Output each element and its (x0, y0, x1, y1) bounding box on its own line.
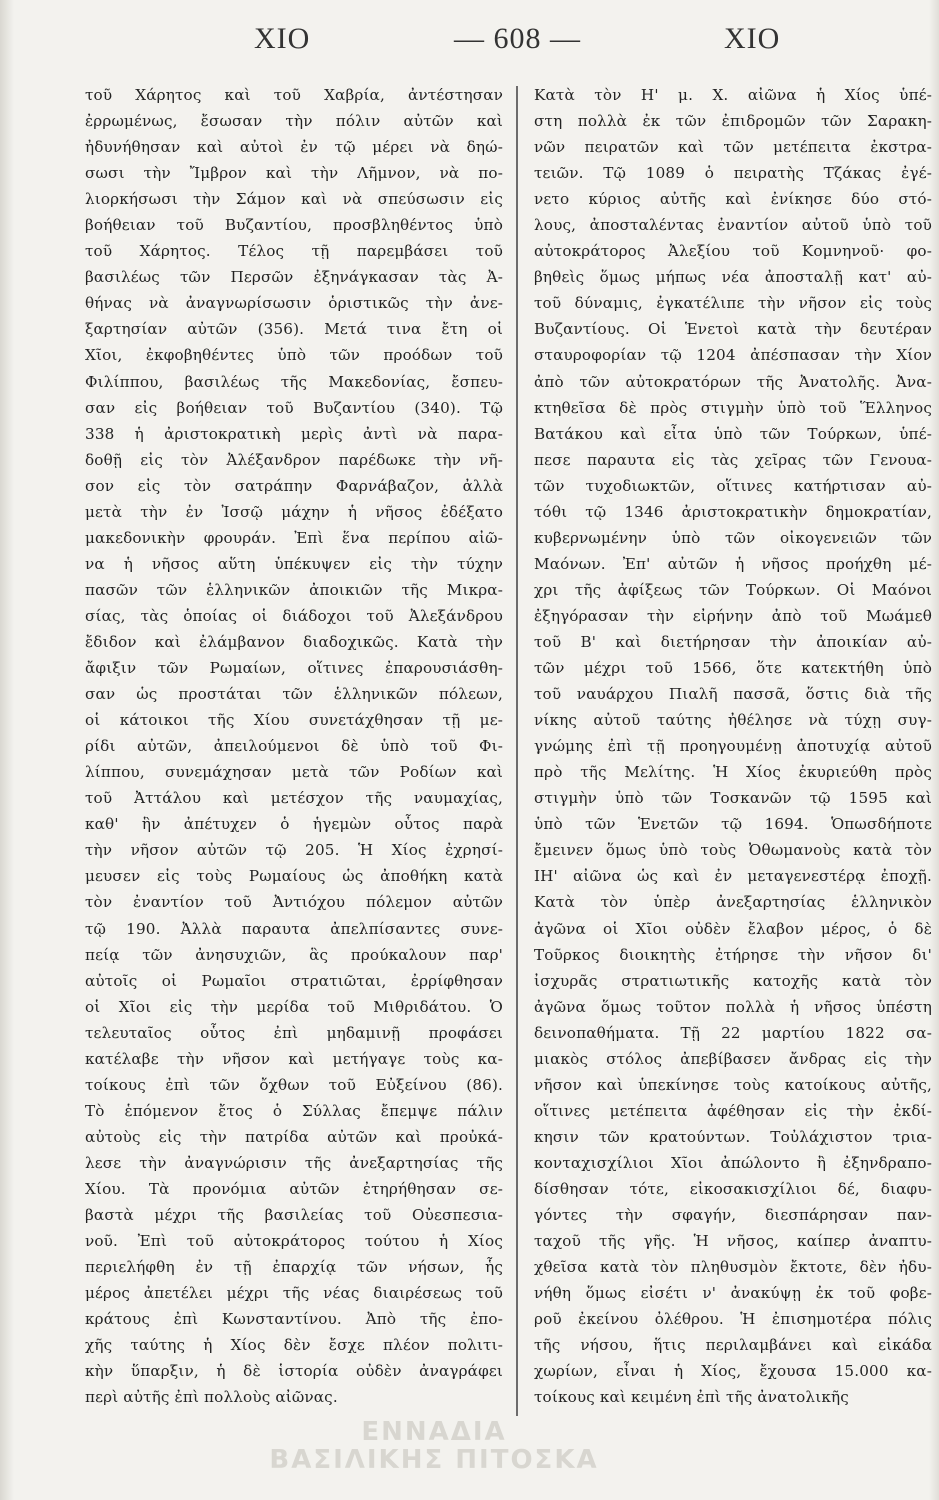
text-line: δίσθησαν τότε, εἰκοσακισχίλιοι δέ, διαφυ- (534, 1179, 932, 1198)
text-line: σαν ὡς προστάται τῶν ἑλληνικῶν πόλεων, (85, 685, 503, 704)
text-line: ἰσχυρᾶς στρατιωτικῆς κατοχῆς κατὰ τὸν (534, 971, 932, 990)
text-line: χῆς ταύτης ἡ Χίος δὲν ἔσχε πλέον πολιτι- (85, 1336, 503, 1355)
left-text-column (85, 82, 503, 1410)
header-right-title: ΧΙΟ (724, 22, 781, 55)
text-line: βηθεὶς ὅμως μήπως νέα ἀποσταλῇ κατ' αὐ- (534, 268, 932, 287)
text-line: χρι τῆς ἀφίξεως τῶν Τούρκων. Οἱ Μαόνοι (534, 580, 932, 599)
text-line: κατέλαβε τὴν νῆσον καὶ μετήγαγε τοὺς κα- (85, 1049, 503, 1068)
library-watermark (214, 1418, 654, 1478)
text-line: χωρίων, εἶναι ἡ Χίος, ἔχουσα 15.000 κα- (534, 1362, 932, 1381)
text-line: Βυζαντίους. Οἱ Ἑνετοὶ κατὰ τὴν δευτέραν (534, 320, 932, 339)
text-line: νοῦ. Ἐπὶ τοῦ αὐτοκράτορος τούτου ἡ Χίος (85, 1232, 503, 1251)
text-line: γόντες τὴν σφαγήν, διεσπάρησαν παν- (534, 1206, 932, 1225)
text-line: νῶν πειρατῶν καὶ τῶν μετέπειτα ἐκστρα- (534, 138, 932, 157)
text-line: τὴν νῆσον αὐτῶν τῷ 205. Ἡ Χίος ἐχρησί- (85, 841, 503, 860)
text-line: οἵτινες μετέπειτα ἀφέθησαν εἰς τὴν ἐκδί- (534, 1101, 932, 1120)
text-line: καθ' ἣν ἀπέτυχεν ὁ ἡγεμὼν οὗτος παρὰ (85, 815, 503, 834)
right-text-column (534, 82, 932, 1410)
text-line: σίας, τὰς ὁποίας οἱ διάδοχοι τοῦ Ἀλεξάνδρου (85, 606, 503, 625)
text-line: ἀπὸ τῶν αὐτοκρατόρων τῆς Ἀνατολῆς. Ἀνα- (534, 372, 932, 391)
text-line: τοῦ Χάρητος καὶ τοῦ Χαβρία, ἀντέστησαν (85, 86, 503, 104)
text-line: τόθι τῷ 1346 ἀριστοκρατικὴν δημοκρατίαν, (534, 502, 932, 521)
text-line: δεινοπαθήματα. Τῇ 22 μαρτίου 1822 σα- (534, 1023, 932, 1042)
text-line: τοῦ Β' καὶ διετήρησαν τὴν ἀποικίαν αὐ- (534, 632, 932, 651)
text-line: τῶν τυχοδιωκτῶν, οἵτινες κατήρτισαν αὐ- (534, 476, 932, 495)
text-line: τῷ 190. Ἀλλὰ παραυτα ἀπελπίσαντες συνε- (85, 919, 503, 938)
text-line: ξαρτησίαν αὐτῶν (356). Μετά τινα ἔτη οἱ (85, 320, 503, 339)
text-line: κτηθεῖσα δὲ πρὸς στιγμὴν ὑπὸ τοῦ Ἕλληνος (534, 398, 932, 417)
text-line: τοῦ Ἀττάλου καὶ μετέσχον τῆς ναυμαχίας, (85, 789, 503, 808)
text-line: ροῦ ἐκείνου ὀλέθρου. Ἡ ἐπισημοτέρα πόλις (534, 1310, 932, 1329)
text-line: μευσεν εἰς τοὺς Ρωμαίους ὡς ἀποθήκη κατὰ (85, 867, 503, 886)
text-line: λιορκήσωσι τὴν Σάμον καὶ νὰ σπεύσωσιν εἰς (85, 190, 503, 209)
text-line: πρὸ τῆς Μελίτης. Ἡ Χίος ἐκυριεύθη πρὸς (534, 763, 932, 782)
text-line: σταυροφορίαν τῷ 1204 ἀπέσπασαν τὴν Χίον (534, 346, 932, 365)
watermark-line-1: ΕΝΝΑΔΙΑ (361, 1417, 507, 1447)
text-line: ἀγῶνα οἱ Χῖοι οὐδὲν ἔλαβον μέρος, ὁ δὲ (534, 919, 932, 938)
text-line: τελευταῖος οὗτος ἐπὶ μηδαμινῇ προφάσει (85, 1023, 503, 1042)
text-line: πασῶν τῶν ἑλληνικῶν ἀποικιῶν τῆς Μικρα- (85, 580, 503, 599)
text-line: τοῦ δύναμις, ἐγκατέλιπε τὴν νῆσον εἰς τοὺς (534, 294, 932, 313)
text-line: τοίκους καὶ κειμένη ἐπὶ τῆς ἀνατολικῆς (534, 1388, 849, 1407)
text-line: ἀγῶνα ὅμως τοῦτον πολλὰ ἡ νῆσος ὑπέστη (534, 997, 932, 1016)
text-line: τοίκους ἐπὶ τῶν ὄχθων τοῦ Εὐξείνου (86). (85, 1075, 503, 1094)
text-line: ρίδι αὐτῶν, ἀπειλούμενοι δὲ ὑπὸ τοῦ Φι- (85, 737, 503, 756)
text-line: τειῶν. Τῷ 1089 ὁ πειρατὴς Τζάκας ἐγέ- (534, 164, 932, 183)
text-line: Τὸ ἑπόμενον ἔτος ὁ Σύλλας ἔπεμψε πάλιν (85, 1101, 503, 1120)
text-line: τῆς νήσου, ἥτις περιλαμβάνει καὶ εἰκάδα (534, 1336, 932, 1355)
text-line: κράτους ἐπὶ Κωνσταντίνου. Ἀπὸ τῆς ἐπο- (85, 1310, 503, 1329)
text-line: λους, ἀποσταλέντας ἐναντίον αὐτοῦ ὑπὸ τοῦ (534, 216, 932, 235)
text-line: περὶ αὐτῆς ἐπὶ πολλοὺς αἰῶνας. (85, 1388, 338, 1407)
text-line: λίππου, συνεμάχησαν μετὰ τῶν Ροδίων καὶ (85, 763, 503, 782)
page-edge-shadow-left (0, 0, 14, 1500)
text-line: νῆσον καὶ ὑπεκίνησε τοὺς κατοίκους αὐτῆς, (534, 1075, 932, 1094)
text-line: Βατάκου καὶ εἶτα ὑπὸ τῶν Τούρκων, ὑπέ- (534, 424, 932, 443)
text-line: κυβερνωμένην ὑπὸ τῶν οἰκογενειῶν τῶν (534, 528, 932, 547)
text-line: τοῦ Χάρητος. Τέλος τῇ παρεμβάσει τοῦ (85, 242, 503, 261)
text-line: πείᾳ τῶν ἀνησυχιῶν, ἃς προύκαλουν παρ' (85, 945, 503, 964)
text-line: κονταχισχίλιοι Χῖοι ἀπώλοντο ἢ ἐξηνδραπο- (534, 1153, 932, 1172)
text-line: Χίου. Τὰ προνόμια αὐτῶν ἐτηρήθησαν σε- (85, 1179, 503, 1198)
text-line: ἐξηγόρασαν τὴν εἰρήνην ἀπὸ τοῦ Μωάμεθ (534, 606, 932, 625)
text-line: μέρος ἀπετέλει μέχρι τῆς νέας διαιρέσεως τοῦ (85, 1284, 503, 1303)
text-line: σον εἰς τὸν σατράπην Φαρνάβαζον, ἀλλὰ (85, 476, 503, 495)
text-line: αὐτοκράτορος Ἀλεξίου τοῦ Κομνηνοῦ· φο- (534, 242, 932, 261)
text-line: σαν εἰς βοήθειαν τοῦ Βυζαντίου (340). Τῷ (85, 398, 503, 417)
text-line: ἠδυνήθησαν καὶ αὐτοὶ ἐν τῷ μέρει νὰ δηώ- (85, 138, 503, 157)
text-line: Κατὰ τὸν ὑπὲρ ἀνεξαρτησίας ἑλληνικὸν (534, 893, 932, 912)
text-line: οἱ κάτοικοι τῆς Χίου συνετάχθησαν τῇ με- (85, 711, 503, 730)
text-line: ἔμεινεν ὅμως ὑπὸ τοὺς Ὀθωμανοὺς κατὰ τὸν (534, 841, 932, 860)
text-line: βαστὰ μέχρι τῆς βασιλείας τοῦ Οὐεσπεσια- (85, 1206, 503, 1225)
text-line: πεσε παραυτα εἰς τὰς χεῖρας τῶν Γενουα- (534, 450, 932, 469)
watermark-line-2: ΒΑΣΙΛΙΚΗΣ ΠΙΤΟΣΚΑ (269, 1445, 599, 1475)
column-divider (516, 86, 518, 1416)
text-line: τῶν μέχρι τοῦ 1566, ὅτε κατεκτήθη ὑπὸ (534, 659, 932, 678)
text-line: μακεδονικὴν φρουράν. Ἐπὶ ἕνα περίπου αἰῶ- (85, 528, 503, 547)
text-line: θήνας νὰ ἀναγνωρίσωσιν ὁριστικῶς τὴν ἀνε- (85, 294, 503, 313)
text-line: νετο κύριος αὐτῆς καὶ ἐνίκησε δύο στό- (534, 190, 932, 209)
text-line: νήθη ὅμως εἰσέτι ν' ἀνακύψῃ ἐκ τοῦ φοβε- (534, 1284, 932, 1303)
text-line: στιγμὴν ὑπὸ τῶν Τοσκανῶν τῷ 1595 καὶ (534, 789, 932, 808)
text-line: να ἡ νῆσος αὕτη ὑπέκυψεν εἰς τὴν τύχην (85, 554, 503, 573)
text-line: μετὰ τὴν ἐν Ἰσσῷ μάχην ἡ νῆσος ἐδέξατο (85, 502, 503, 521)
running-header (96, 22, 816, 62)
text-line: οἱ Χῖοι εἰς τὴν μερίδα τοῦ Μιθριδάτου. Ὁ (85, 997, 503, 1016)
text-line: Χῖοι, ἐκφοβηθέντες ὑπὸ τῶν προόδων τοῦ (85, 346, 503, 365)
text-line: νίκης αὐτοῦ ταύτης ἠθέλησε νὰ τύχῃ συγ- (534, 711, 932, 730)
text-line: Κατὰ τὸν Η' μ. Χ. αἰῶνα ἡ Χίος ὑπέ- (534, 86, 932, 104)
header-left-title: ΧΙΟ (254, 22, 311, 55)
text-line: σωσι τὴν Ἴμβρον καὶ τὴν Λῆμνον, νὰ πο- (85, 164, 503, 183)
text-line: μιακὸς στόλος ἀπεβίβασεν ἄνδρας εἰς τὴν (534, 1049, 932, 1068)
text-line: γνώμης ἐπὶ τῇ προηγουμένῃ ἀποτυχίᾳ αὐτοῦ (534, 737, 932, 756)
page-number: — 608 — (454, 22, 581, 55)
text-line: 338 ἡ ἀριστοκρατικὴ μερὶς ἀντὶ νὰ παρα- (85, 424, 503, 443)
text-line: στη πολλὰ ἐκ τῶν ἐπιδρομῶν τῶν Σαρακη- (534, 112, 932, 131)
text-line: ἐρρωμένως, ἔσωσαν τὴν πόλιν αὐτῶν καὶ (85, 112, 503, 131)
text-line: αὐτοῖς οἱ Ρωμαῖοι στρατιῶται, ἐρρίφθησαν (85, 971, 503, 990)
text-line: βασιλέως τῶν Περσῶν ἐξηνάγκασαν τὰς Ἀ- (85, 268, 503, 287)
text-line: ἄφιξιν τῶν Ρωμαίων, οἵτινες ἐπαρουσιάσθη- (85, 659, 503, 678)
text-line: κησιν τῶν κρατούντων. Τοὐλάχιστον τρια- (534, 1127, 932, 1146)
text-line: ὑπὸ τῶν Ἑνετῶν τῷ 1694. Ὁπωσδήποτε (534, 815, 932, 834)
text-line: βοήθειαν τοῦ Βυζαντίου, προσβληθέντος ὑπὸ (85, 216, 503, 235)
text-line: ταχοῦ τῆς γῆς. Ἡ νῆσος, καίπερ ἀναπτυ- (534, 1232, 932, 1251)
text-line: τοῦ ναυάρχου Πιαλῆ πασσᾶ, ὅστις διὰ τῆς (534, 685, 932, 704)
text-line: δοθῇ εἰς τὸν Ἀλέξανδρον παρέδωκε τὴν νῆ- (85, 450, 503, 469)
text-line: κὴν ὕπαρξιν, ἡ δὲ ἱστορία οὐδὲν ἀναγράφει (85, 1362, 503, 1381)
text-line: περιελήφθη ἐν τῇ ἐπαρχίᾳ τῶν νήσων, ἧς (85, 1258, 503, 1277)
text-line: τὸν ἐναντίον τοῦ Ἀντιόχου πόλεμον αὐτῶν (85, 893, 503, 912)
text-line: αὐτοὺς εἰς τὴν πατρίδα αὐτῶν καὶ προὐκά- (85, 1127, 503, 1146)
text-line: ΙΗ' αἰῶνα ὡς καὶ ἐν μεταγενεστέρᾳ ἐποχῇ. (534, 867, 932, 886)
text-line: Τοῦρκος διοικητὴς ἐτήρησε τὴν νῆσον δι' (534, 945, 932, 964)
text-line: Μαόνων. Ἐπ' αὐτῶν ἡ νῆσος προήχθη μέ- (534, 554, 932, 573)
text-line: Φιλίππου, βασιλέως τῆς Μακεδονίας, ἔσπευ- (85, 372, 503, 391)
text-line: χθεῖσα κατὰ τὸν πληθυσμὸν ἔκτοτε, δὲν ἠδυ- (534, 1258, 932, 1277)
text-line: λεσε τὴν ἀναγνώρισιν τῆς ἀνεξαρτησίας τῆς (85, 1153, 503, 1172)
text-line: ἔδιδον καὶ ἐλάμβανον διαδοχικῶς. Κατὰ τὴν (85, 632, 503, 651)
